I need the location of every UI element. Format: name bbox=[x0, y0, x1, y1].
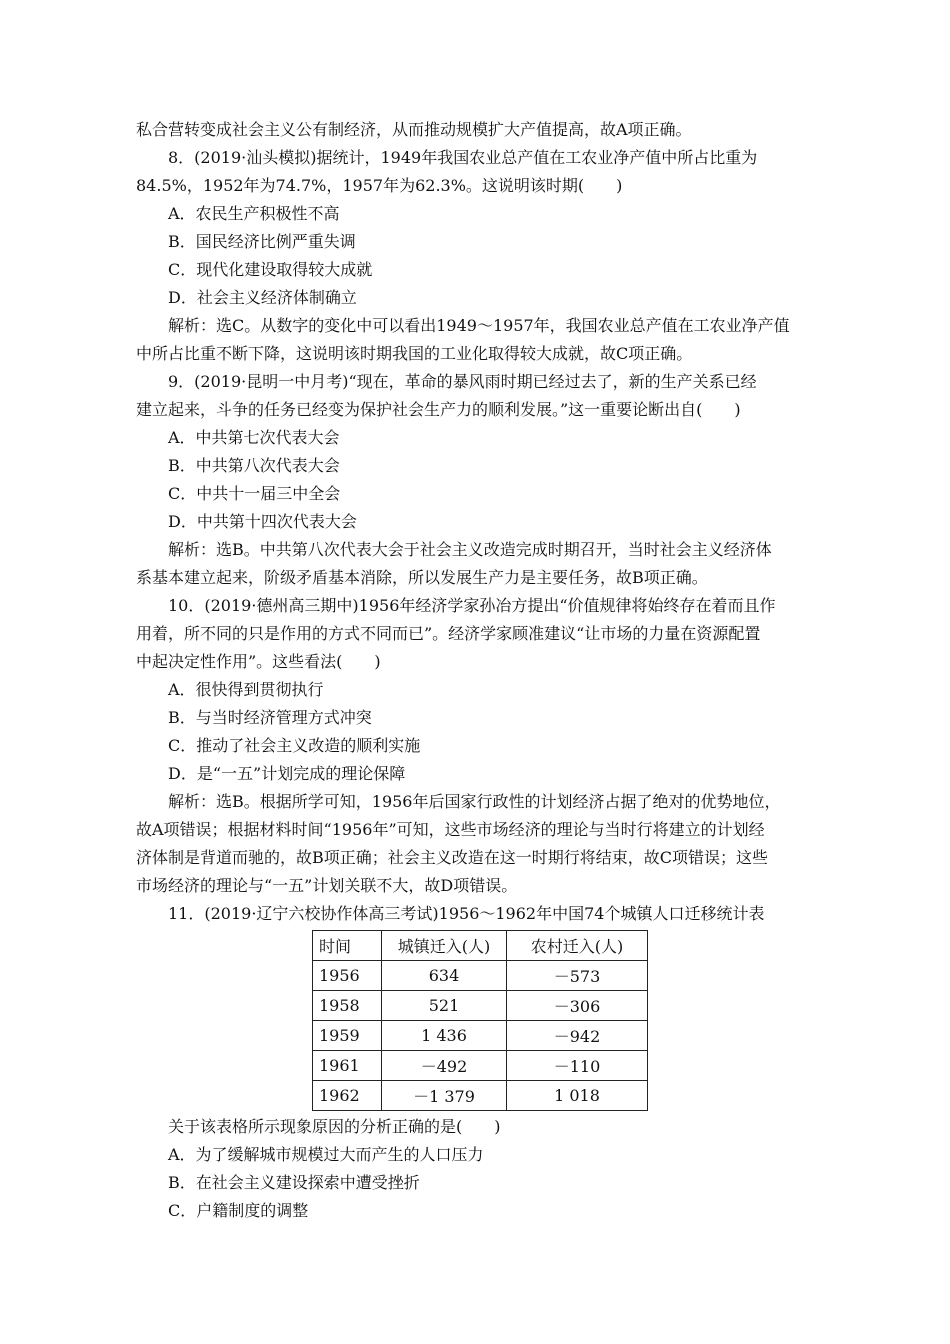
text-line: 关于该表格所示现象原因的分析正确的是( ) bbox=[168, 1117, 501, 1136]
cell-year: 1961 bbox=[313, 1051, 382, 1081]
cell-year: 1962 bbox=[313, 1081, 382, 1111]
document-body bbox=[136, 116, 816, 1225]
text-line: B．在社会主义建设探索中遭受挫折 bbox=[168, 1173, 420, 1192]
text-line: A．很快得到贯彻执行 bbox=[168, 680, 324, 699]
cell-urban: 521 bbox=[382, 991, 507, 1021]
table-row bbox=[313, 1081, 648, 1111]
migration-table-wrap bbox=[312, 930, 816, 1111]
table-header-row bbox=[313, 931, 648, 961]
text-line: 解析：选B。根据所学可知，1956年后国家行政性的计划经济占据了绝对的优势地位， bbox=[168, 792, 781, 811]
text-line: A．中共第七次代表大会 bbox=[168, 428, 340, 447]
cell-rural: －306 bbox=[507, 991, 648, 1021]
table-row bbox=[313, 991, 648, 1021]
cell-rural: 1 018 bbox=[507, 1081, 648, 1111]
text-line: 济体制是背道而驰的，故B项正确；社会主义改造在这一时期行将结束，故C项错误；这些 bbox=[136, 848, 769, 867]
table-row bbox=[313, 1021, 648, 1051]
text-line: 解析：选C。从数字的变化中可以看出1949～1957年，我国农业总产值在工农业净产值 bbox=[168, 316, 790, 335]
cell-year: 1956 bbox=[313, 961, 382, 991]
migration-table bbox=[312, 930, 648, 1111]
text-line: D．是“一五”计划完成的理论保障 bbox=[168, 764, 406, 783]
cell-urban: －492 bbox=[382, 1051, 507, 1081]
text-line: B．与当时经济管理方式冲突 bbox=[168, 708, 372, 727]
text-line: 84.5%，1952年为74.7%，1957年为62.3%。这说明该时期( ) bbox=[136, 176, 623, 195]
text-line: C．中共十一届三中全会 bbox=[168, 484, 341, 503]
text-line: C．现代化建设取得较大成就 bbox=[168, 260, 373, 279]
cell-urban: 634 bbox=[382, 961, 507, 991]
cell-rural: －942 bbox=[507, 1021, 648, 1051]
text-line: C．推动了社会主义改造的顺利实施 bbox=[168, 736, 421, 755]
text-line: D．社会主义经济体制确立 bbox=[168, 288, 357, 307]
header-rural: 农村迁入(人) bbox=[507, 931, 648, 961]
text-block-top bbox=[136, 116, 816, 928]
header-urban: 城镇迁入(人) bbox=[382, 931, 507, 961]
table-body bbox=[313, 961, 648, 1111]
text-line: 中起决定性作用”。这些看法( ) bbox=[136, 652, 381, 671]
text-line: A．为了缓解城市规模过大而产生的人口压力 bbox=[168, 1145, 484, 1164]
header-year: 时间 bbox=[313, 931, 382, 961]
text-line: 用着，所不同的只是作用的方式不同而已”。经济学家顾准建议“让市场的力量在资源配置 bbox=[136, 624, 761, 643]
text-line: A．农民生产积极性不高 bbox=[168, 204, 340, 223]
text-line: 系基本建立起来，阶级矛盾基本消除，所以发展生产力是主要任务，故B项正确。 bbox=[136, 568, 708, 587]
text-line: B．中共第八次代表大会 bbox=[168, 456, 340, 475]
table-row bbox=[313, 961, 648, 991]
text-line: C．户籍制度的调整 bbox=[168, 1201, 309, 1220]
text-line: 建立起来，斗争的任务已经变为保护社会生产力的顺利发展。”这一重要论断出自( ) bbox=[136, 400, 741, 419]
cell-rural: －110 bbox=[507, 1051, 648, 1081]
cell-urban: 1 436 bbox=[382, 1021, 507, 1051]
cell-rural: －573 bbox=[507, 961, 648, 991]
text-line: 市场经济的理论与“一五”计划关联不大，故D项错误。 bbox=[136, 876, 518, 895]
cell-urban: －1 379 bbox=[382, 1081, 507, 1111]
text-line: 解析：选B。中共第八次代表大会于社会主义改造完成时期召开，当时社会主义经济体 bbox=[168, 540, 772, 559]
text-line: 故A项错误；根据材料时间“1956年”可知，这些市场经济的理论与当时行将建立的计划经 bbox=[136, 820, 765, 839]
text-line: B．国民经济比例严重失调 bbox=[168, 232, 356, 251]
text-line: 8．(2019·汕头模拟)据统计，1949年我国农业总产值在工农业净产值中所占比重为 bbox=[168, 148, 758, 167]
text-line: 11．(2019·辽宁六校协作体高三考试)1956～1962年中国74个城镇人口迁移统计表 bbox=[168, 904, 765, 923]
text-line: D．中共第十四次代表大会 bbox=[168, 512, 357, 531]
text-line: 9．(2019·昆明一中月考)“现在，革命的暴风雨时期已经过去了，新的生产关系已经 bbox=[168, 372, 757, 391]
cell-year: 1959 bbox=[313, 1021, 382, 1051]
text-line: 10．(2019·德州高三期中)1956年经济学家孙冶方提出“价值规律将始终存在着而且作 bbox=[168, 596, 776, 615]
text-block-bottom bbox=[136, 1113, 816, 1225]
cell-year: 1958 bbox=[313, 991, 382, 1021]
text-line: 私合营转变成社会主义公有制经济，从而推动规模扩大产值提高，故A项正确。 bbox=[136, 120, 692, 139]
table-row bbox=[313, 1051, 648, 1081]
text-line: 中所占比重不断下降，这说明该时期我国的工业化取得较大成就，故C项正确。 bbox=[136, 344, 693, 363]
